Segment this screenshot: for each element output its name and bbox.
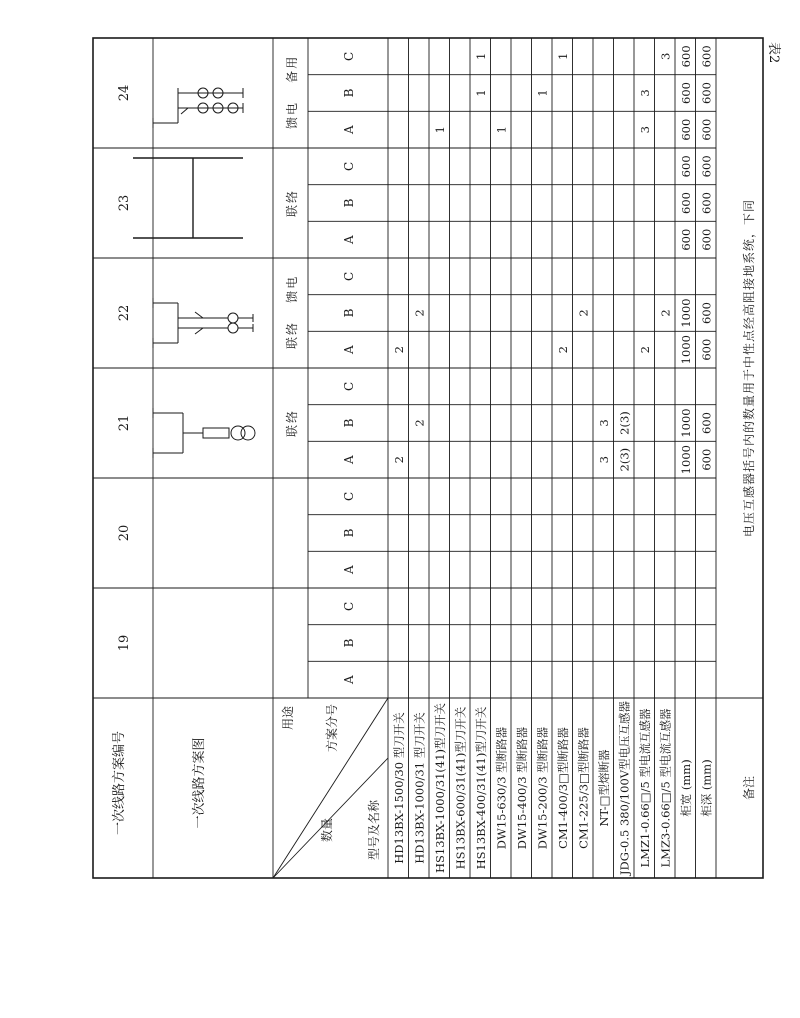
cell-value: 1000 [678, 408, 693, 438]
cell-value: 600 [699, 412, 714, 434]
cell-value: 1 [473, 52, 488, 60]
cell-value: 600 [699, 82, 714, 104]
cell-value: 3 [637, 126, 652, 134]
row-name: DW15-200/3 型断路器 [535, 726, 550, 850]
sub-scheme-letter: B [342, 418, 356, 428]
scheme-number: 19 [117, 634, 132, 652]
cell-value: 600 [678, 82, 693, 104]
row-name: HD13BX-1000/31 型刀开关 [412, 712, 427, 864]
row-name: LMZ1-0.66□/5 型电流互感器 [637, 708, 652, 868]
scheme-number-label: 一次线路方案编号 [112, 730, 127, 836]
table-label: 表2 [766, 42, 781, 64]
cell-value: 2 [391, 346, 406, 354]
cell-value: 2 [412, 309, 427, 317]
row-name: HS13BX-400/31(41)型刀开关 [473, 706, 488, 870]
row-name: 柜宽 (mm) [678, 759, 693, 817]
cell-value: 1 [432, 126, 447, 134]
sub-scheme-letter: C [342, 381, 356, 391]
remarks-label: 备注 [742, 775, 756, 801]
cell-value: 1000 [678, 298, 693, 328]
cell-value: 3 [596, 419, 611, 427]
sub-scheme-letter: B [342, 638, 356, 648]
sub-scheme-letter: A [342, 675, 356, 685]
row-name: 柜深 (mm) [699, 759, 714, 817]
row-name: DW15-630/3 型断路器 [494, 726, 509, 850]
cell-value: 600 [699, 118, 714, 141]
scheme-usage: 馈电 [285, 274, 299, 303]
main-table [93, 38, 763, 878]
cell-value: 2(3) [617, 447, 632, 472]
cell-value: 600 [699, 228, 714, 251]
sub-scheme-letter: B [342, 88, 356, 98]
sub-scheme-letter: C [342, 601, 356, 611]
sub-scheme-letter: B [342, 198, 356, 208]
cell-value: 2 [576, 309, 591, 317]
sub-scheme-letter: C [342, 271, 356, 281]
cell-value: 2 [555, 346, 570, 354]
cell-values [392, 45, 714, 474]
row-name: HD13BX-1500/30 型刀开关 [391, 712, 406, 864]
model-name-label: 型号及名称 [367, 799, 381, 861]
sub-scheme-letter: A [342, 235, 356, 245]
cell-value: 2 [658, 309, 673, 317]
cell-value: 3 [596, 456, 611, 464]
sub-scheme-letter: A [342, 565, 356, 575]
row-name: HS13BX-1000/31(41)型刀开关 [432, 702, 447, 874]
sub-scheme-letter: C [342, 161, 356, 171]
scheme-number: 21 [117, 414, 132, 432]
scheme-number: 20 [117, 524, 132, 542]
cell-value: 1 [494, 126, 509, 134]
circuit-diagram-21 [153, 408, 255, 458]
scheme-usage: 馈电 [285, 100, 299, 130]
cell-value: 600 [699, 155, 714, 178]
remarks-text: 电压互感器括号内的数量用于中性点经高阻接地系统，下同 [742, 198, 756, 538]
sub-scheme-letter: C [342, 51, 356, 61]
row-names [392, 700, 714, 876]
scheme-diagram-label: 一次线路方案图 [192, 737, 207, 829]
scheme-usage: 备用 [285, 54, 299, 83]
circuit-diagram-24 [153, 88, 243, 128]
scheme-usage: 联络 [285, 320, 299, 350]
scheme-usage: 联络 [285, 408, 299, 438]
row-name: NT-□型熔断器 [596, 749, 611, 827]
scheme-usage: 联络 [285, 188, 299, 218]
quantity-label: 数量 [320, 817, 334, 843]
cell-value: 2 [412, 419, 427, 427]
cell-value: 1 [473, 89, 488, 97]
row-name: DW15-400/3 型断路器 [514, 726, 529, 850]
cell-value: 600 [699, 192, 714, 214]
circuit-diagram-22 [153, 298, 253, 348]
row-name: LMZ3-0.66□/5 型电流互感器 [658, 708, 673, 868]
cell-value: 600 [678, 192, 693, 214]
cell-value: 3 [637, 89, 652, 97]
cell-value: 600 [678, 118, 693, 141]
cell-value: 600 [678, 45, 693, 68]
cell-value: 1000 [678, 445, 693, 475]
scheme-number: 24 [117, 84, 132, 102]
row-name: HS13BX-600/31(41)型刀开关 [453, 706, 468, 870]
cell-value: 2 [637, 346, 652, 354]
cell-value: 1 [555, 52, 570, 60]
cell-value: 600 [678, 155, 693, 178]
cell-value: 600 [699, 338, 714, 361]
row-name: JDG-0.5 380/100V型电压互感器 [617, 700, 632, 876]
row-name: CM1-400/3□型断路器 [555, 727, 570, 849]
cell-value: 600 [699, 45, 714, 68]
scheme-number: 23 [117, 194, 132, 212]
sub-scheme-label: 方案分号 [325, 703, 339, 753]
sub-scheme-letter: B [342, 528, 356, 538]
cell-value: 3 [658, 52, 673, 60]
cell-value: 2 [391, 456, 406, 464]
usage-label: 用途 [281, 705, 295, 731]
cell-value: 2(3) [617, 411, 632, 435]
cell-value: 600 [699, 448, 714, 471]
circuit-diagram-23 [133, 158, 243, 238]
row-name: CM1-225/3□型断路器 [576, 727, 591, 849]
cell-value: 1 [535, 89, 550, 97]
sub-scheme-letter: A [342, 125, 356, 135]
cell-value: 1000 [678, 335, 693, 365]
cell-value: 600 [678, 228, 693, 251]
sub-scheme-letter: A [342, 345, 356, 355]
sub-scheme-letter: A [342, 455, 356, 465]
scheme-number: 22 [117, 304, 132, 322]
cell-value: 600 [699, 302, 714, 324]
sub-scheme-letter: B [342, 308, 356, 318]
sub-scheme-letter: C [342, 491, 356, 501]
